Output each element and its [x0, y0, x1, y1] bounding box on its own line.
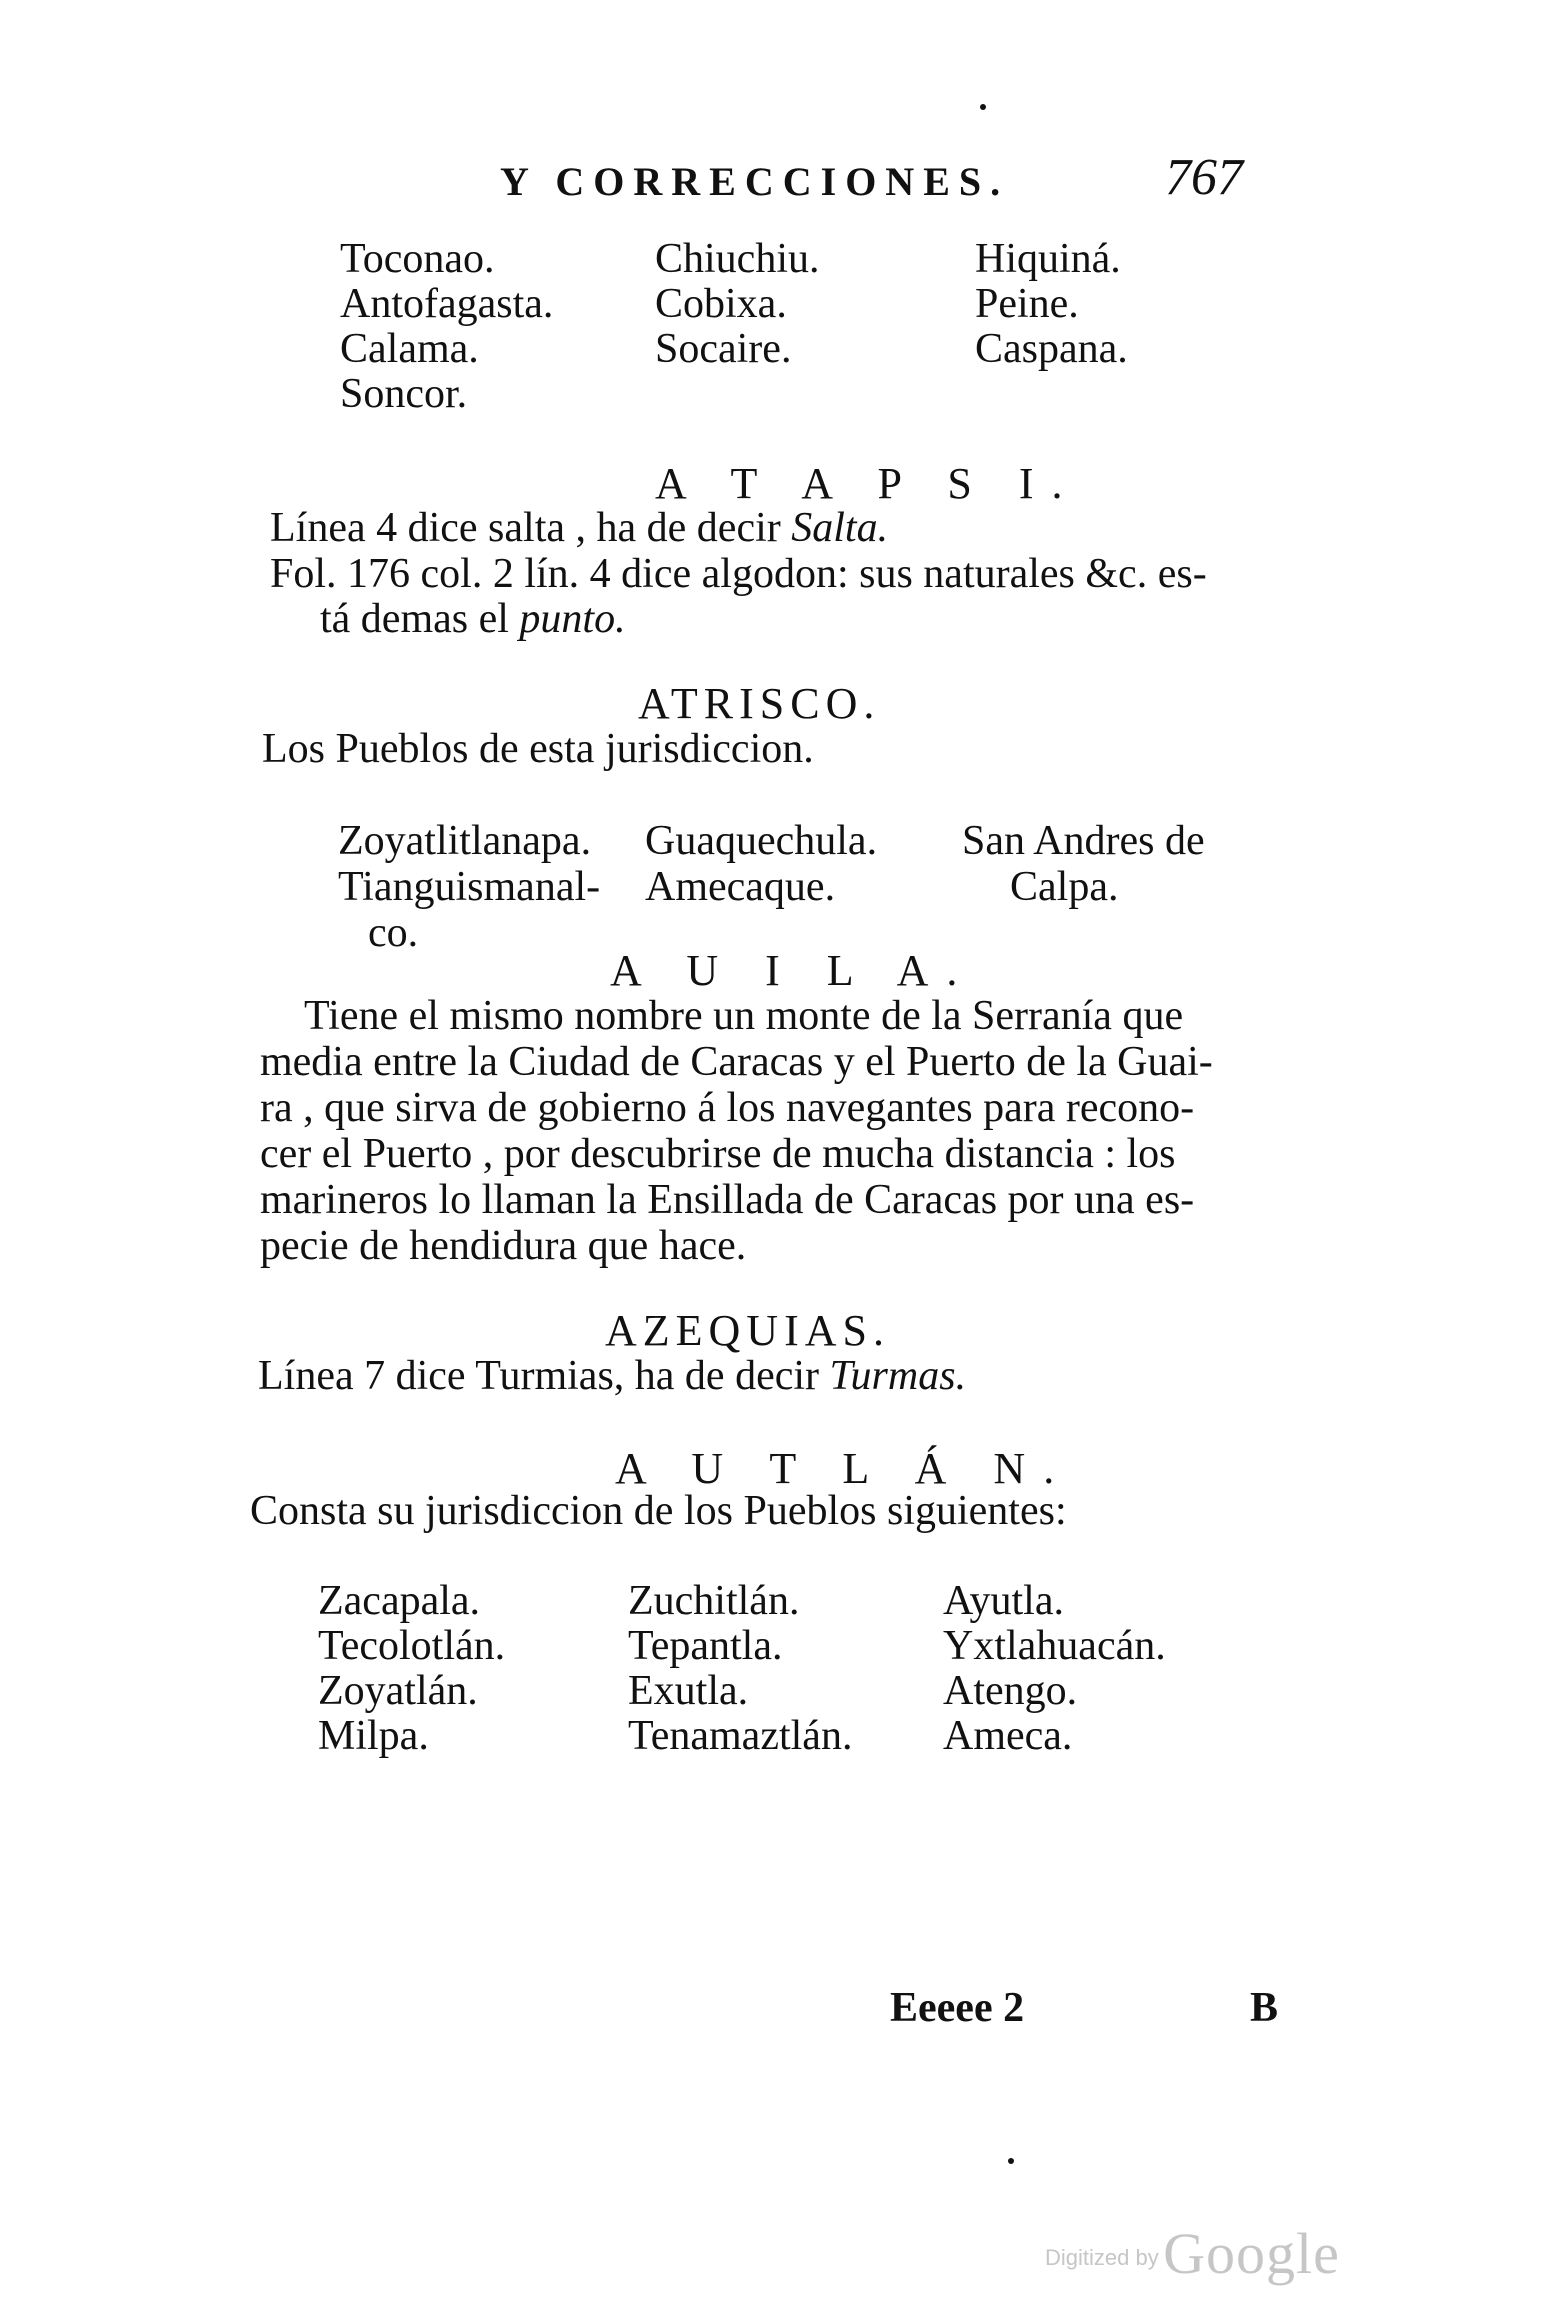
intro-col3-item: Peine. — [975, 281, 1079, 327]
intro-col2-item: Chiuchiu. — [655, 236, 820, 282]
catchword: B — [1250, 1985, 1279, 2031]
autlan-col1-item: Milpa. — [318, 1713, 429, 1759]
autlan-col1-item: Zacapala. — [318, 1578, 481, 1624]
autlan-col3-item: Atengo. — [943, 1668, 1078, 1714]
autlan-col2-item: Tepantla. — [628, 1623, 783, 1669]
google-watermark — [1045, 2220, 1340, 2287]
atapsi-line-2: Fol. 176 col. 2 lín. 4 dice algodon: sus naturales &c. es- — [270, 551, 1207, 597]
atrisco-intro: Los Pueblos de esta jurisdiccion. — [262, 726, 814, 772]
intro-col3-item: Caspana. — [975, 326, 1128, 372]
autlan-col2-item: Zuchitlán. — [628, 1578, 800, 1624]
atapsi-line-3-text: tá demas el — [320, 596, 520, 642]
intro-col1-item: Toconao. — [340, 236, 495, 282]
atrisco-col3-item: Calpa. — [1010, 864, 1119, 910]
intro-col2-item: Socaire. — [655, 326, 792, 372]
section-heading-azequias: AZEQUIAS. — [605, 1306, 890, 1355]
atapsi-line-3-italic: punto. — [519, 596, 626, 642]
atrisco-col3-item: San Andres de — [962, 818, 1205, 864]
intro-col1-item: Calama. — [340, 326, 479, 372]
signature-mark: Eeeee 2 — [890, 1985, 1025, 2031]
azequias-line-text: Línea 7 dice Turmias, ha de decir — [258, 1353, 830, 1399]
atapsi-line-1 — [270, 507, 888, 549]
auila-line: pecie de hendidura que hace. — [260, 1223, 747, 1269]
auila-line: cer el Puerto , por descubrirse de mucha distancia : los — [260, 1131, 1176, 1177]
auila-line: Tiene el mismo nombre un monte de la Serranía que — [304, 993, 1184, 1039]
running-head: Y CORRECCIONES. — [500, 159, 1010, 204]
atapsi-line-3 — [320, 598, 626, 640]
autlan-col3-item: Ameca. — [943, 1713, 1073, 1759]
autlan-col3-item: Ayutla. — [943, 1578, 1064, 1624]
atrisco-col1-item: Tianguismanal- — [338, 864, 601, 910]
section-heading-auila: A U I L A. — [610, 946, 976, 995]
intro-col2-item: Cobixa. — [655, 281, 787, 327]
auila-line: ra , que sirva de gobierno á los navegantes para recono- — [260, 1085, 1195, 1131]
ink-speck — [980, 104, 986, 110]
page-number: 767 — [1165, 149, 1243, 206]
ink-speck — [1008, 2158, 1014, 2164]
autlan-col2-item: Exutla. — [628, 1668, 749, 1714]
atrisco-col2-item: Guaquechula. — [645, 818, 878, 864]
atapsi-line-1-text: Línea 4 dice salta , ha de decir — [270, 505, 792, 551]
section-heading-atapsi: A T A P S I. — [655, 459, 1081, 508]
intro-col3-item: Hiquiná. — [975, 236, 1121, 282]
autlan-intro: Consta su jurisdiccion de los Pueblos siguientes: — [250, 1488, 1067, 1534]
atrisco-col1-item: co. — [368, 910, 419, 956]
atrisco-col2-item: Amecaque. — [645, 864, 836, 910]
watermark-prefix: Digitized by — [1045, 2245, 1159, 2270]
intro-col1-item: Soncor. — [340, 371, 468, 417]
azequias-line-italic: Turmas. — [829, 1353, 967, 1399]
auila-line: marineros lo llaman la Ensillada de Caracas por una es- — [260, 1177, 1195, 1223]
autlan-col3-item: Yxtlahuacán. — [943, 1623, 1166, 1669]
atapsi-line-1-italic: Salta. — [791, 505, 889, 551]
azequias-line — [258, 1355, 966, 1397]
google-logo: Google — [1163, 2221, 1340, 2286]
autlan-col1-item: Zoyatlán. — [318, 1668, 478, 1714]
autlan-col2-item: Tenamaztlán. — [628, 1713, 853, 1759]
section-heading-autlan: A U T L Á N. — [615, 1444, 1073, 1493]
atrisco-col1-item: Zoyatlitlanapa. — [338, 818, 592, 864]
intro-col1-item: Antofagasta. — [340, 281, 554, 327]
auila-line: media entre la Ciudad de Caracas y el Puerto de la Guai- — [260, 1039, 1213, 1085]
autlan-col1-item: Tecolotlán. — [318, 1623, 506, 1669]
section-heading-atrisco: ATRISCO. — [638, 679, 881, 728]
